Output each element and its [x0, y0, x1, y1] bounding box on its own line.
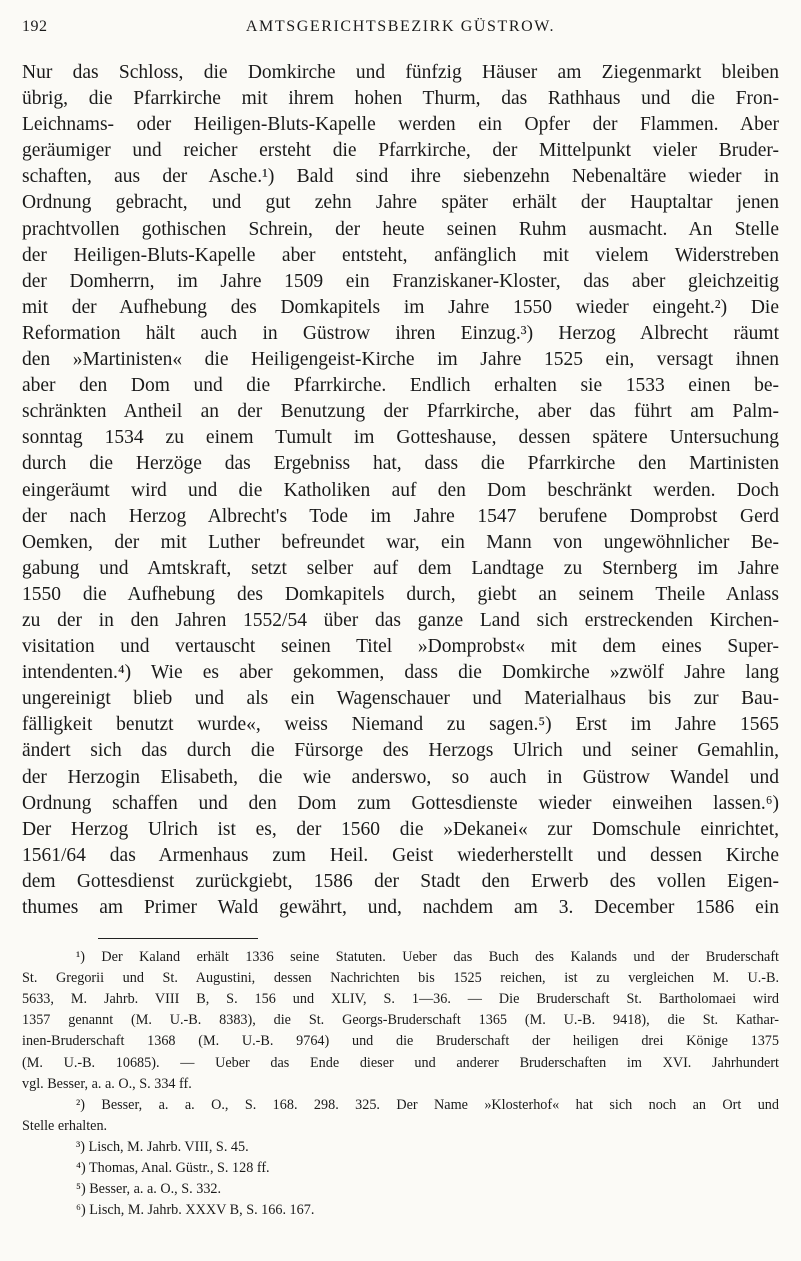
body-line: fälligkeit benutzt wurde«, weiss Niemand zu sagen.⁵) Erst im Jahre 1565: [22, 714, 779, 736]
body-line: mit der Aufhebung des Domkapitels im Jahre 1550 wieder eingeht.²) Die: [22, 296, 779, 318]
body-line: visitation und vertauscht seinen Titel »Domprobst« mit dem eines Super-: [22, 636, 779, 658]
body-line: 1550 die Aufhebung des Domkapitels durch, giebt an seinem Theile Anlass: [22, 583, 779, 605]
body-line: der Heiligen-Bluts-Kapelle aber entsteht, anfänglich mit vielem Widerstreben: [22, 244, 779, 266]
footnote: [22, 1095, 779, 1137]
body-line: schränkten Antheil an der Benutzung der Pfarrkirche, aber das führt am Palm-: [22, 401, 779, 423]
footnote-line: 1357 genannt (M. U.-B. 8383), die St. Georgs-Bruderschaft 1365 (M. U.-B. 9418), die St. Kathar-: [22, 1012, 779, 1029]
footnote-line: (M. U.-B. 10685). — Ueber das Ende dieser und anderer Bruderschaften im XVI. Jahrhundert: [22, 1054, 779, 1071]
body-line: aber den Dom und die Pfarrkirche. Endlich erhalten sie 1533 einen be-: [22, 375, 779, 397]
body-line: Ordnung schaffen und den Dom zum Gottesdienste wieder einweihen lassen.⁶): [22, 792, 779, 814]
footnote-divider: [98, 938, 258, 939]
footnote-line: ³) Lisch, M. Jahrb. VIII, S. 45.: [76, 1138, 249, 1155]
body-line: gabung und Amtskraft, setzt selber auf dem Landtage zu Sternberg im Jahre: [22, 557, 779, 579]
body-line: Der Herzog Ulrich ist es, der 1560 die »Dekanei« zur Domschule einrichtet,: [22, 818, 779, 840]
body-line: Oemken, der mit Luther befreundet war, ein Mann von ungewöhnlicher Be-: [22, 531, 779, 553]
footnote-line: vgl. Besser, a. a. O., S. 334 ff.: [22, 1075, 192, 1092]
body-line: geräumiger und reicher ersteht die Pfarrkirche, der Mittelpunkt vieler Bruder-: [22, 140, 779, 162]
footnote-line: St. Gregorii und St. Augustini, dessen Nachrichten bis 1525 reichen, ist zu vergleichen M. U.-B.: [22, 970, 779, 987]
body-line: Ordnung gebracht, und gut zehn Jahre später erhält der Hauptaltar jenen: [22, 192, 779, 214]
body-line: durch die Herzöge das Ergebniss hat, dass die Pfarrkirche den Martinisten: [22, 453, 779, 475]
footnote: [22, 1137, 779, 1158]
footnote-line: inen-Bruderschaft 1368 (M. U.-B. 9764) und die Bruderschaft der heiligen drei Könige 1375: [22, 1033, 779, 1050]
footnote: [22, 1179, 779, 1200]
footnote-line: ⁵) Besser, a. a. O., S. 332.: [76, 1181, 222, 1198]
body-line: eingeräumt wird und die Katholiken auf den Dom beschränkt werden. Doch: [22, 479, 779, 501]
body-line: 1561/64 das Armenhaus zum Heil. Geist wiederherstellt und dessen Kirche: [22, 844, 779, 866]
footnote: [22, 1200, 779, 1221]
page-header: [22, 18, 779, 48]
body-line: der nach Herzog Albrecht's Tode im Jahre 1547 berufene Domprobst Gerd: [22, 505, 779, 527]
page-number: 192: [22, 18, 48, 35]
body-text: [22, 60, 779, 921]
body-line: prachtvollen gothischen Schrein, der heute seinen Ruhm ausmacht. An Stelle: [22, 218, 779, 240]
footnote: [22, 947, 779, 1095]
footnote-line: Stelle erhalten.: [22, 1117, 108, 1134]
body-line: der Herzogin Elisabeth, die wie anderswo, so auch in Güstrow Wandel und: [22, 766, 779, 788]
body-line: Nur das Schloss, die Domkirche und fünfzig Häuser am Ziegenmarkt bleiben: [22, 62, 779, 83]
footnotes: [22, 947, 779, 1221]
footnote-line: ²) Besser, a. a. O., S. 168. 298. 325. Der Name »Klosterhof« hat sich noch an Ort und: [76, 1096, 779, 1113]
body-line: übrig, die Pfarrkirche mit ihrem hohen Thurm, das Rathhaus und die Fron-: [22, 88, 779, 110]
body-line: ungereinigt blieb und als ein Wagenschauer und Materialhaus bis zur Bau-: [22, 688, 779, 710]
body-line: den »Martinisten« die Heiligengeist-Kirche im Jahre 1525 ein, versagt ihnen: [22, 349, 779, 371]
body-line: sonntag 1534 zu einem Tumult im Gotteshause, dessen spätere Untersuchung: [22, 427, 779, 449]
body-line: intendenten.⁴) Wie es aber gekommen, dass die Domkirche »zwölf Jahre lang: [22, 662, 779, 684]
body-line: Reformation hält auch in Güstrow ihren Einzug.³) Herzog Albrecht räumt: [22, 322, 779, 344]
body-line: ändert sich das durch die Fürsorge des Herzogs Ulrich und seiner Gemahlin,: [22, 740, 779, 762]
running-head: AMTSGERICHTSBEZIRK GÜSTROW.: [245, 18, 556, 35]
footnote-line: ⁶) Lisch, M. Jahrb. XXXV B, S. 166. 167.: [76, 1202, 315, 1219]
footnote-line: ⁴) Thomas, Anal. Güstr., S. 128 ff.: [76, 1160, 270, 1177]
footnote: [22, 1158, 779, 1179]
footnote-line: ¹) Der Kaland erhält 1336 seine Statuten. Ueber das Buch des Kalands und der Bruderschaft: [76, 949, 779, 966]
body-line: zu der in den Jahren 1552/54 über das ganze Land sich erstreckenden Kirchen-: [22, 609, 779, 631]
body-line: der Domherrn, im Jahre 1509 ein Franziskaner-Kloster, das aber gleichzeitig: [22, 270, 779, 292]
body-line: dem Gottesdienst zurückgiebt, 1586 der Stadt den Erwerb des vollen Eigen-: [22, 870, 779, 892]
footnote-line: 5633, M. Jahrb. VIII B, S. 156 und XLIV, S. 1—36. — Die Bruderschaft St. Bartholomaei wird: [22, 991, 779, 1008]
body-line: thumes am Primer Wald gewährt, und, nachdem am 3. December 1586 ein: [22, 897, 779, 918]
body-line: Leichnams- oder Heiligen-Bluts-Kapelle werden ein Opfer der Flammen. Aber: [22, 114, 779, 136]
body-line: schaften, aus der Asche.¹) Bald sind ihre siebenzehn Nebenaltäre wieder in: [22, 166, 779, 188]
